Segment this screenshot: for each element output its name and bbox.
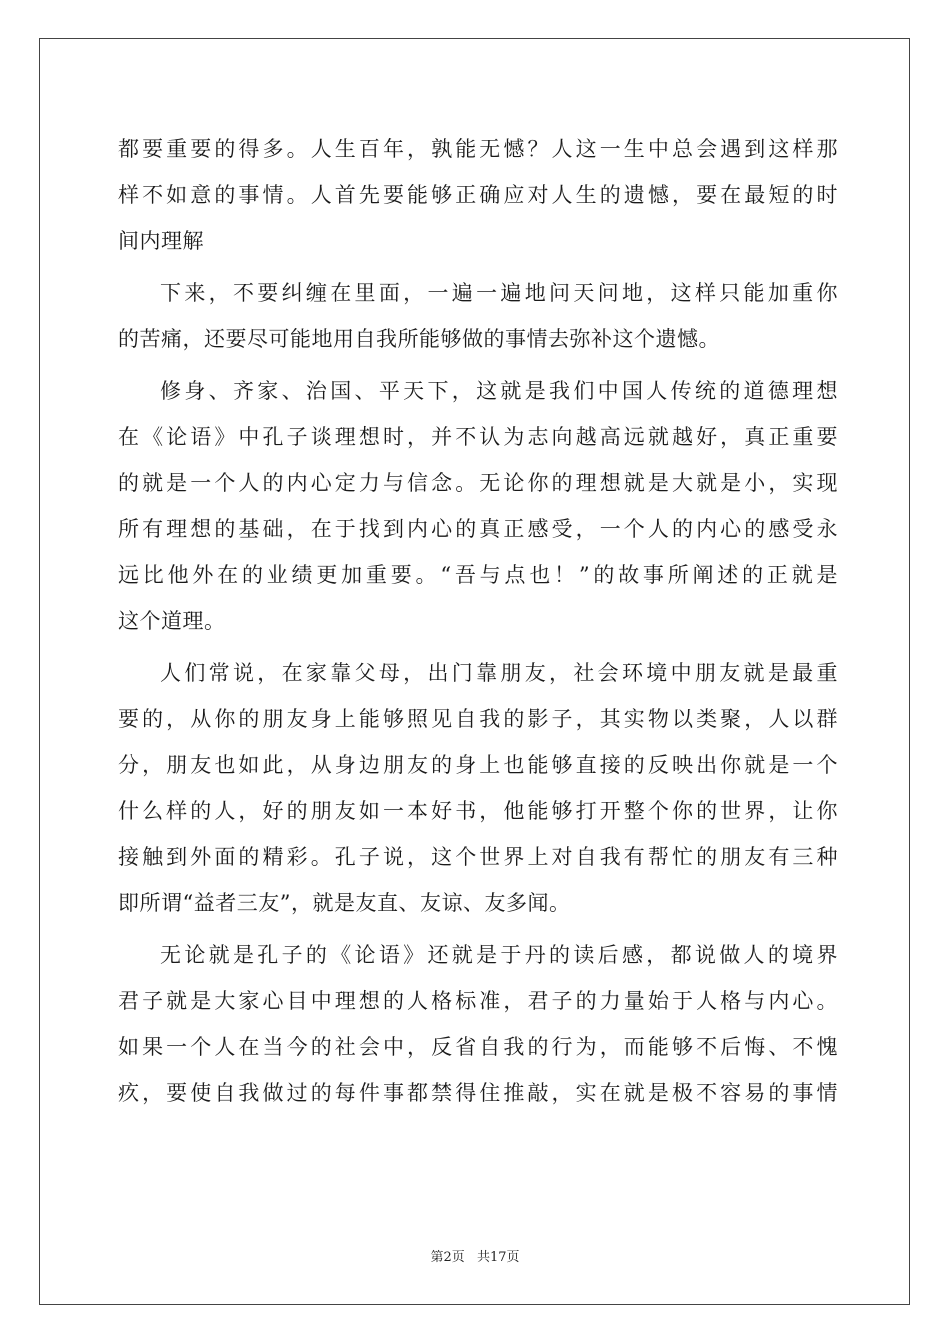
text-line: 如果一个人在当今的社会中，反省自我的行为，而能够不后悔、不愧 [118, 1035, 838, 1059]
paragraph-5 [118, 932, 838, 1116]
text-line: 这个道理。 [118, 609, 226, 633]
page-total: 共17页 [476, 1250, 520, 1265]
document-body [118, 126, 838, 1116]
paragraph-4 [118, 650, 838, 926]
text-line: 间内理解 [118, 229, 204, 253]
text-line: 下来，不要纠缠在里面，一遍一遍地问天问地，这样只能加重你 [160, 281, 838, 305]
text-line: 的就是一个人的内心定力与信念。无论你的理想就是大就是小，实现 [118, 471, 838, 495]
text-line: 即所谓“益者三友”，就是友直、友谅、友多闻。 [118, 891, 571, 915]
paragraph-2 [118, 270, 838, 362]
paragraph-3 [118, 368, 838, 644]
text-line: 在《论语》中孔子谈理想时，并不认为志向越高远就越好，真正重要 [118, 425, 838, 449]
text-line: 疚，要使自我做过的每件事都禁得住推敲，实在就是极不容易的事情 [118, 1081, 838, 1105]
text-line: 君子就是大家心目中理想的人格标准，君子的力量始于人格与内心。 [118, 989, 838, 1013]
text-line: 的苦痛，还要尽可能地用自我所能够做的事情去弥补这个遗憾。 [118, 327, 720, 351]
text-line: 样不如意的事情。人首先要能够正确应对人生的遗憾，要在最短的时 [118, 183, 838, 207]
text-line: 接触到外面的精彩。孔子说，这个世界上对自我有帮忙的朋友有三种 [118, 845, 838, 869]
text-line: 远比他外在的业绩更加重要。“吾与点也！”的故事所阐述的正就是 [118, 563, 838, 587]
text-line: 什么样的人，好的朋友如一本好书，他能够打开整个你的世界，让你 [118, 799, 838, 823]
text-line: 所有理想的基础，在于找到内心的真正感受，一个人的内心的感受永 [118, 517, 838, 541]
text-line: 要的，从你的朋友身上能够照见自我的影子，其实物以类聚，人以群 [118, 707, 838, 731]
text-line: 无论就是孔子的《论语》还就是于丹的读后感，都说做人的境界 [160, 943, 838, 967]
page-footer [0, 1246, 950, 1265]
text-line: 都要重要的得多。人生百年，孰能无憾？人这一生中总会遇到这样那 [118, 137, 838, 161]
paragraph-1 [118, 126, 838, 264]
page-number: 第2页 [430, 1250, 465, 1265]
text-line: 修身、齐家、治国、平天下，这就是我们中国人传统的道德理想 [160, 379, 838, 403]
text-line: 分，朋友也如此，从身边朋友的身上也能够直接的反映出你就是一个 [118, 753, 838, 777]
text-line: 人们常说，在家靠父母，出门靠朋友，社会环境中朋友就是最重 [160, 661, 838, 685]
